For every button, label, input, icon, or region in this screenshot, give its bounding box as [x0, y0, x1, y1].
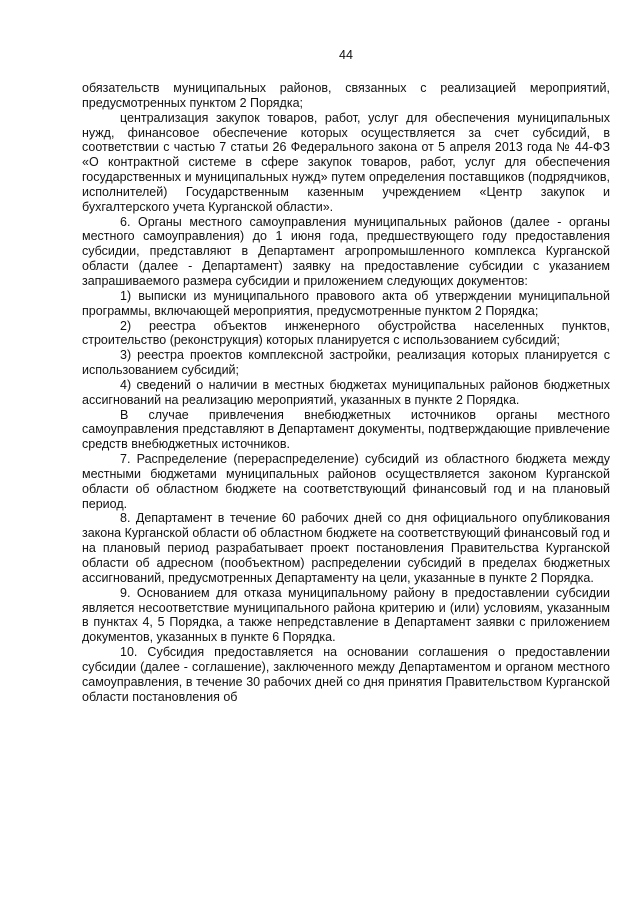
document-body: [82, 81, 610, 704]
paragraph-item-6-1: 1) выписки из муниципального правового акта об утверждении муниципальной программы, включающей мероприятия, предусмотренные пунктом 2 Порядка;: [82, 288, 610, 318]
paragraph-item-6-3: 3) реестра проектов комплексной застройки, реализация которых планируется с использованием субсидий;: [82, 348, 610, 378]
paragraph-procurement-centralization: централизация закупок товаров, работ, услуг для обеспечения муниципальных нужд, финансовое обеспечение которых осуществляется за счет субсидий, в соответствии с частью 7 статьи 26 Федерального закона от 5 апреля 2013 года № 44-ФЗ «О контрактной системе в сфере закупок товаров, работ, услуг для обеспечения государственных и муниципальных нужд» путем определения поставщиков (подрядчиков, исполнителей) Государственным казенным учреждением «Центр закупок и бухгалтерского учета Курганской области».: [82, 110, 610, 214]
paragraph-item-7: 7. Распределение (перераспределение) субсидий из областного бюджета между местными бюджетами муниципальных районов осуществляется законом Курганской области об областном бюджете на соответствующий финансовый год и на плановый период.: [82, 452, 610, 511]
paragraph-item-6-4: 4) сведений о наличии в местных бюджетах муниципальных районов бюджетных ассигнований на реализацию мероприятий, указанных в пункте 2 Порядка.: [82, 377, 610, 407]
paragraph-item-8: 8. Департамент в течение 60 рабочих дней со дня официального опубликования закона Курганской области об областном бюджете на соответствующий финансовый год и на плановый период разрабатывает проект постановления Правительства Курганской области об адресном (пообъектном) распределении субсидий в пределах бюджетных ассигнований, предусмотренных Департаменту на цели, указанные в пункте 2 Порядка.: [82, 511, 610, 585]
paragraph-extrabudgetary: В случае привлечения внебюджетных источников органы местного самоуправления представляют в Департамент документы, подтверждающие привлечение средств внебюджетных источников.: [82, 407, 610, 452]
paragraph-obligations-end: обязательств муниципальных районов, связанных с реализацией мероприятий, предусмотренных пунктом 2 Порядка;: [82, 81, 610, 110]
page-number: 44: [339, 48, 353, 62]
paragraph-item-9: 9. Основанием для отказа муниципальному району в предоставлении субсидии является несоответствие муниципального района критерию и (или) условиям, указанным в пунктах 4, 5 Порядка, а также непредставление в Департамент заявки с приложением документов, указанных в пункте 6 Порядка.: [82, 585, 610, 645]
paragraph-item-6: 6. Органы местного самоуправления муниципальных районов (далее - органы местного самоуправления) до 1 июня года, предшествующего году предоставления субсидии, представляют в Департамент агропромышленного комплекса Курганской области (далее - Департамент) заявку на предоставление субсидии с указанием запрашиваемого размера субсидии и приложением следующих документов:: [82, 214, 610, 288]
paragraph-item-10: 10. Субсидия предоставляется на основании соглашения о предоставлении субсидии (далее - соглашение), заключенного между Департаментом и органом местного самоуправления, в течение 30 рабочих дней со дня принятия Правительством Курганской области постановления об: [82, 645, 610, 704]
paragraph-item-6-2: 2) реестра объектов инженерного обустройства населенных пунктов, строительство (реконструкция) которых планируется с использованием субсидий;: [82, 318, 610, 348]
document-page: [82, 48, 610, 704]
